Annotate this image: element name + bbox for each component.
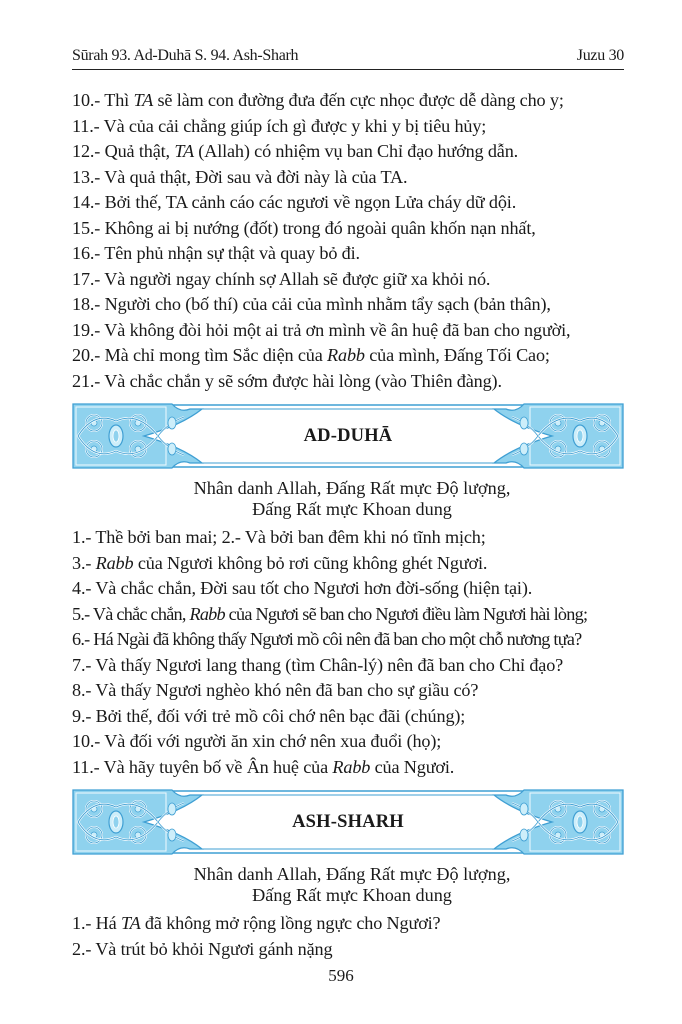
verse-line [72,318,632,344]
header-surah-title: Sūrah 93. Ad-Duhā S. 94. Ash-Sharh [72,47,299,64]
verse-text: Tên phủ nhận sự thật và quay bỏ đi. [100,243,360,263]
bismillah [72,478,632,520]
verse-text: Bởi thế, TA cảnh cáo các ngươi về ngọn Lửa cháy dữ dội. [100,192,517,212]
bismillah-line-2: Đấng Rất mực Khoan dung [252,885,452,905]
verse-emphasis: Rabb [95,552,134,573]
verse-text: Và hãy tuyên bố về Ân huệ của [99,756,333,777]
verse-line [72,576,632,602]
verse-number: 12.- [72,141,101,161]
verse-number: 15.- [72,217,101,238]
verse-text: Và người ngay chính sợ Allah sẽ được giữ xa khỏi nó. [100,268,491,289]
verse-line [72,88,632,114]
verse-emphasis: Rabb [327,345,365,365]
verse-line [72,525,632,551]
bismillah-line-1: Nhân danh Allah, Đấng Rất mực Độ lượng, [193,864,511,884]
verse-number: 8.- [72,680,92,700]
verse-line [72,139,632,165]
verse-number: 1.- [72,527,92,547]
verse-number: 18.- [72,294,101,314]
surah-title: ASH-SHARH [292,811,404,832]
verse-text: Mà chỉ mong tìm Sắc diện của [100,345,328,365]
verse-list-al-layl [72,88,632,394]
verse-line [72,267,632,293]
verse-line [72,755,632,781]
verse-list-ash-sharh [72,911,632,962]
header-juz-label: Juzu 30 [576,47,624,64]
page-content [72,88,632,962]
verse-text: của Ngươi sẽ ban cho Ngươi điều làm Ngươi hài lòng; [224,603,588,624]
verse-emphasis: TA [174,141,194,161]
surah-banner-ad-duha [72,403,624,469]
verse-line [72,551,632,577]
verse-text: (Allah) có nhiệm vụ ban Chỉ đạo hướng dẫn. [193,141,519,161]
verse-line [72,678,632,704]
verse-text: Và chắc chắn y sẽ sớm được hài lòng (vào Thiên đàng). [100,370,502,391]
verse-text: Và trút bỏ khỏi Ngươi gánh nặng [91,938,333,959]
verse-text: Bởi thế, đối với trẻ mồ côi chớ nên bạc đãi (chúng); [91,705,466,726]
running-header [72,46,624,70]
verse-emphasis: TA [133,90,154,110]
verse-text: của Ngươi không bỏ rơi cũng không ghét Ngươi. [133,552,488,573]
verse-text: Há Ngài đã không thấy Ngươi mồ côi nên đã ban cho một chỗ nương tựa? [89,629,582,649]
bismillah-line-2: Đấng Rất mực Khoan dung [252,499,452,519]
verse-emphasis: TA [120,913,141,933]
verse-line [72,216,632,242]
verse-line [72,190,632,216]
verse-number: 2.- [72,938,92,959]
verse-text: Và không đòi hỏi một ai trả ơn mình về ân huệ đã ban cho người, [100,319,571,340]
verse-number: 4.- [72,578,92,598]
bismillah-line-1: Nhân danh Allah, Đấng Rất mực Độ lượng, [193,478,511,498]
verse-line [72,729,632,755]
surah-banner-ash-sharh [72,789,624,855]
verse-line [72,165,632,191]
verse-number: 5.- [72,603,90,624]
verse-number: 13.- [72,166,101,187]
verse-text: Và chắc chắn, Đời sau tốt cho Ngươi hơn đời-sống (hiện tại). [91,578,533,598]
verse-line [72,704,632,730]
verse-number: 19.- [72,319,101,340]
verse-line [72,653,632,679]
verse-emphasis: Rabb [189,603,225,624]
verse-text: Thì [100,90,134,110]
verse-number: 17.- [72,268,101,289]
verse-number: 20.- [72,345,101,365]
verse-text: sẽ làm con đường đưa đến cực nhọc được dễ dàng cho y; [153,90,564,110]
verse-number: 6.- [72,629,90,649]
verse-emphasis: Rabb [332,756,371,777]
verse-text: Người cho (bố thí) của cải của mình nhằm tẩy sạch (bản thân), [100,294,551,314]
verse-text: Và đối với người ăn xin chớ nên xua đuổi (họ); [100,731,442,751]
verse-line [72,292,632,318]
verse-number: 16.- [72,243,101,263]
verse-number: 11.- [72,115,100,136]
verse-number: 9.- [72,705,92,726]
verse-text: Và chắc chắn, [89,603,190,624]
verse-text: Quả thật, [100,141,175,161]
verse-line [72,602,632,628]
verse-text: Và của cải chẳng giúp ích gì được y khi y bị tiêu hủy; [99,115,487,136]
verse-line [72,911,632,937]
verse-line [72,627,632,653]
verse-number: 14.- [72,192,101,212]
verse-list-ad-duha [72,525,632,780]
verse-number: 21.- [72,370,101,391]
verse-text: đã không mở rộng lồng ngực cho Ngươi? [140,913,441,933]
verse-text: Há [91,913,121,933]
verse-line [72,343,632,369]
verse-number: 10.- [72,90,101,110]
verse-number: 3.- [72,552,92,573]
surah-title: AD-DUHĀ [303,425,393,446]
verse-text: Và quả thật, Đời sau và đời này là của TA. [100,166,408,187]
verse-text: của Ngươi. [370,756,455,777]
verse-number: 11.- [72,756,100,777]
verse-line [72,114,632,140]
verse-text: Không ai bị nướng (đốt) trong đó ngoài quân khốn nạn nhất, [100,217,536,238]
verse-text: Và thấy Ngươi lang thang (tìm Chân-lý) nên đã ban cho Chỉ đạo? [91,654,564,675]
verse-text: Thề bởi ban mai; 2.- Và bởi ban đêm khi nó tĩnh mịch; [91,527,486,547]
verse-number: 7.- [72,654,92,675]
bismillah [72,864,632,906]
verse-number: 10.- [72,731,101,751]
verse-text: Và thấy Ngươi nghèo khó nên đã ban cho sự giầu có? [91,680,479,700]
verse-number: 1.- [72,913,92,933]
verse-text: của mình, Đấng Tối Cao; [364,345,550,365]
verse-line [72,241,632,267]
verse-line [72,937,632,963]
page-number: 596 [328,966,354,985]
verse-line [72,369,632,395]
